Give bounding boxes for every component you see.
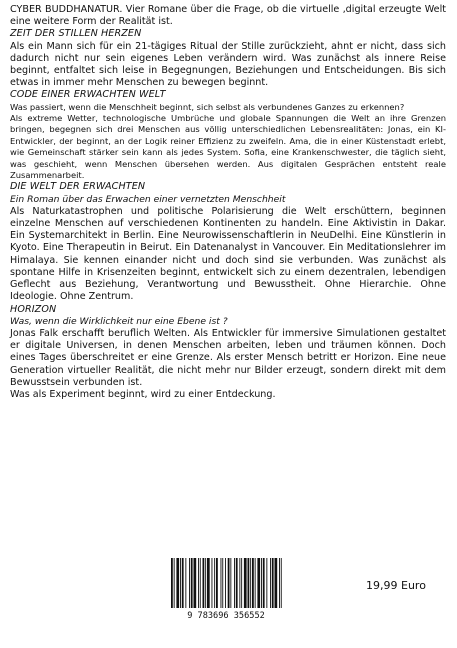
barcode-graphic [165, 556, 287, 620]
barcode-bar [222, 558, 223, 608]
section-closing-horizon: Was als Experiment beginnt, wird zu einer Entdeckung. [10, 388, 276, 400]
section-title-horizon: HORIZON [10, 303, 57, 315]
section-title-zeit: ZEIT DER STILLEN HERZEN [10, 28, 142, 40]
barcode-bar [212, 558, 213, 608]
isbn-number: 9 783696 356552 [187, 611, 265, 620]
isbn-barcode [165, 556, 287, 620]
section-text-welt: Als Naturkatastrophen und politische Polarisierung die Welt erschüttern, beginnen einzelne Menschen auf verschiedenen Kontinenten zu handeln. Eine Aktivistin in Dakar. Ein Systemarchitekt in Berlin. Eine Neurowissenschaftlerin in NeuDelhi. Eine Künstlerin in Kyoto. Eine Therapeutin in Beirut. Ein Datenanalyst in Vancouver. Ein Meditationslehrer im Himalaya. Sie kennen einander nicht und doch sind sie verbunden. Was zunächst als spontane Hilfe in Krisenzeiten beginnt, entwickelt sich zu einem dezentralen, lebendigen Geflecht aus Beziehung, Verantwortung und Bewusstheit. Ohne Hierarchie. Ohne Ideologie. Ohne Zentrum. [10, 205, 446, 303]
barcode-bar [252, 558, 254, 608]
barcode-bar [182, 558, 184, 608]
barcode-bar [221, 558, 222, 608]
barcode-bar [200, 558, 201, 608]
barcode-bar [176, 558, 179, 608]
barcode-bar [275, 558, 278, 608]
intro-paragraph: CYBER BUDDHANATUR. Vier Romane über die Frage, ob die virtuelle ‚digital erzeugte Welt eine weitere Form der Realität ist. [10, 4, 446, 28]
barcode-bar [255, 558, 256, 608]
price-label: 19,99 Euro [366, 579, 426, 592]
barcode-bar [281, 558, 282, 608]
barcode-bar [174, 558, 175, 608]
barcode-bar [248, 558, 250, 608]
barcode-bar [207, 558, 210, 608]
barcode-bar [261, 558, 262, 608]
barcode-bar [244, 558, 247, 608]
barcode-bar [189, 558, 190, 608]
section-title-code: CODE EINER ERWACHTEN WELT [10, 89, 166, 101]
barcode-bar [180, 558, 181, 608]
barcode-bar [216, 558, 218, 608]
barcode-bar [257, 558, 260, 608]
barcode-bar [191, 558, 193, 608]
barcode-bar [241, 558, 242, 608]
barcode-bar [266, 558, 267, 608]
barcode-bar [250, 558, 251, 608]
section-question-code: Was passiert, wenn die Menschheit beginnt, sich selbst als verbundenes Ganzes zu erkennen? [10, 101, 405, 112]
section-subtitle-horizon: Was, wenn die Wirklichkeit nur eine Ebene ist ? [10, 315, 228, 327]
barcode-bar [270, 558, 271, 608]
barcode-bar [263, 558, 265, 608]
section-title-welt: DIE WELT DER ERWACHTEN [10, 181, 146, 193]
barcode-bar [228, 558, 230, 608]
barcode-bar [239, 558, 240, 608]
barcode-bar [185, 558, 186, 608]
barcode-bar [234, 558, 235, 608]
section-text-zeit: Als ein Mann sich für ein 21-tägiges Ritual der Stille zurückzieht, ahnt er nicht, dass sich dadurch nicht nur sein eigenes Leben verändern wird. Was zunächst als innere Reise beginnt, entfaltet sich leise in Begegnungen, Beziehungen und Entscheidungen. Bis sich etwas in immer mehr Menschen zu bewegen beginnt. [10, 40, 446, 89]
back-cover-text [10, 4, 446, 401]
barcode-bar [198, 558, 199, 608]
barcode-bar [205, 558, 206, 608]
barcode-bar [203, 558, 205, 608]
barcode-bar [230, 558, 231, 608]
barcode-bar [272, 558, 274, 608]
barcode-bar [236, 558, 238, 608]
barcode-bar [214, 558, 215, 608]
section-subtitle-welt: Ein Roman über das Erwachen einer vernetzten Menschheit [10, 193, 286, 205]
section-text-horizon: Jonas Falk erschafft beruflich Welten. Als Entwickler für immersive Simulationen gestaltet er digitale Universen, in denen Menschen arbeiten, leben und träumen können. Doch eines Tages überschreitet er eine Grenze. Als erster Mensch betritt er Horizon. Eine neue Generation virtueller Realität, die nicht mehr nur Bilder erzeugt, sondern direkt mit dem Bewusstsein verbunden ist. [10, 327, 446, 388]
barcode-bar [171, 558, 173, 608]
barcode-bar [194, 558, 197, 608]
section-text-code: Als extreme Wetter, technologische Umbrüche und globale Spannungen die Welt an ihre Grenzen bringen, begegnen sich drei Menschen aus völlig unterschiedlichen Lebensrealitäten: Jonas, ein KI-Entwickler, der beginnt, an der Logik reiner Effizienz zu zweifeln. Ama, die in einer Küstenstadt erlebt, wie Gemeinschaft stärker sein kann als jedes System. Sofia, eine Krankenschwester, die täglich sieht, was geschieht, wenn Menschen übersehen werden. Aus digitalen Gesprächen entsteht reale Zusammenarbeit. [10, 113, 446, 181]
barcode-bar [279, 558, 280, 608]
barcode-bar [225, 558, 226, 608]
